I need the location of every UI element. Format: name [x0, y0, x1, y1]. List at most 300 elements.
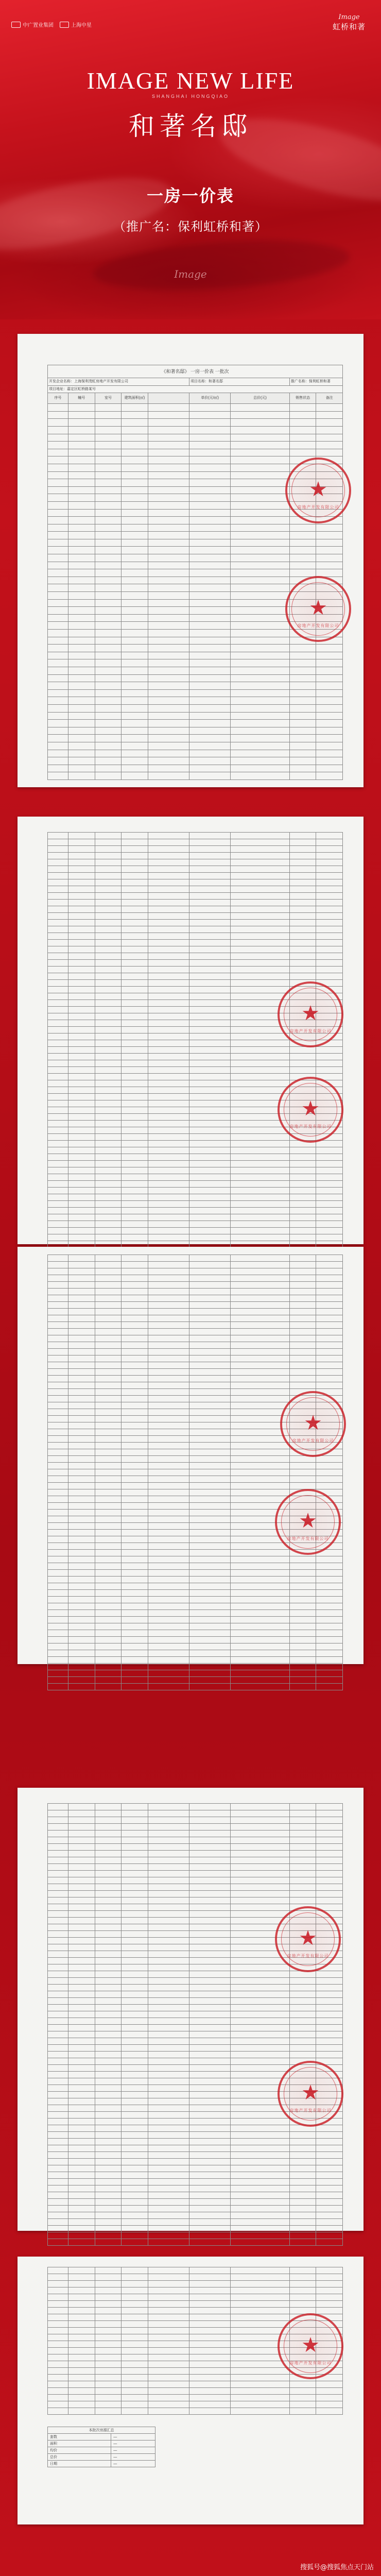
table-cell [148, 900, 189, 906]
table-cell [289, 2199, 316, 2206]
table-cell [316, 1563, 343, 1570]
table-cell [148, 2018, 189, 2025]
table-cell [189, 1476, 231, 1483]
table-cell [231, 1134, 290, 1141]
table-cell [95, 584, 122, 592]
table-cell [48, 772, 68, 780]
table-row [48, 704, 343, 712]
table-cell [48, 873, 68, 879]
table-cell [68, 1429, 95, 1436]
table-cell [48, 471, 68, 479]
table-cell [122, 2354, 148, 2361]
table-cell [289, 2301, 316, 2308]
table-row [48, 1349, 343, 1355]
table-cell [231, 727, 290, 735]
table-row [48, 2045, 343, 2052]
table-cell [48, 1831, 68, 1837]
table-cell [68, 2145, 95, 2152]
table-row [48, 1060, 343, 1067]
table-cell [189, 960, 231, 967]
table-cell [316, 2199, 343, 2206]
table-cell [95, 1603, 122, 1610]
table-cell [189, 926, 231, 933]
table-cell [189, 833, 231, 839]
table-cell [122, 1931, 148, 1938]
table-cell [148, 2381, 189, 2388]
table-cell [122, 2274, 148, 2281]
table-cell [148, 1161, 189, 1167]
table-cell [189, 1510, 231, 1516]
table-cell [48, 920, 68, 926]
table-cell [316, 2185, 343, 2192]
table-cell [189, 2132, 231, 2139]
table-cell [48, 1067, 68, 1074]
table-cell [231, 1643, 290, 1650]
table-row [48, 973, 343, 980]
table-cell [316, 2052, 343, 2058]
table-cell [289, 1060, 316, 1067]
table-cell [189, 1597, 231, 1603]
table-cell [231, 765, 290, 772]
table-cell [231, 1630, 290, 1637]
table-cell [68, 1469, 95, 1476]
table-cell [95, 1147, 122, 1154]
table-cell [148, 2388, 189, 2395]
table-cell [68, 1837, 95, 1844]
table-cell [316, 547, 343, 554]
table-cell [289, 404, 316, 412]
table-row [48, 2132, 343, 2139]
table-cell [68, 1262, 95, 1268]
table-cell [95, 2085, 122, 2092]
table-cell [48, 517, 68, 524]
table-cell [148, 1991, 189, 1998]
table-cell [95, 1597, 122, 1603]
table-cell [148, 1429, 189, 1436]
table-row [48, 1610, 343, 1617]
col-remark: 备注 [316, 393, 343, 404]
table-row [48, 866, 343, 873]
table-cell [231, 419, 290, 427]
table-cell [189, 1141, 231, 1147]
table-cell [189, 2287, 231, 2294]
table-cell [148, 1389, 189, 1396]
table-cell [48, 940, 68, 946]
table-cell [316, 434, 343, 442]
table-cell [189, 893, 231, 900]
table-cell [95, 1891, 122, 1897]
table-cell [48, 1603, 68, 1610]
table-cell [122, 2145, 148, 2152]
table-cell [316, 2239, 343, 2246]
table-cell [95, 479, 122, 487]
table-cell [189, 2185, 231, 2192]
table-cell [95, 1489, 122, 1496]
table-cell [189, 1971, 231, 1978]
table-cell [48, 2025, 68, 2031]
table-cell [148, 2045, 189, 2052]
table-cell [231, 886, 290, 893]
table-cell [68, 2112, 95, 2119]
table-cell [122, 1282, 148, 1289]
table-cell [68, 2072, 95, 2078]
table-cell [95, 1449, 122, 1456]
table-cell [68, 2192, 95, 2199]
table-cell [231, 2031, 290, 2038]
table-cell [48, 1449, 68, 1456]
table-cell [95, 1496, 122, 1503]
table-cell [122, 1134, 148, 1141]
table-cell [148, 2375, 189, 2381]
table-cell [48, 2011, 68, 2018]
table-cell [68, 1161, 95, 1167]
table-cell [189, 1556, 231, 1563]
table-cell [122, 2172, 148, 2179]
table-cell [95, 539, 122, 547]
table-cell [289, 1469, 316, 1476]
table-cell [48, 900, 68, 906]
table-cell [189, 2031, 231, 2038]
table-cell [68, 2098, 95, 2105]
table-cell [122, 1523, 148, 1530]
table-cell [48, 1924, 68, 1931]
table-cell [289, 419, 316, 427]
table-cell [48, 2281, 68, 2287]
table-cell [231, 1295, 290, 1302]
table-cell [316, 2152, 343, 2159]
table-cell [289, 1637, 316, 1643]
table-cell [95, 2328, 122, 2334]
table-cell [148, 1590, 189, 1597]
table-cell [95, 2052, 122, 2058]
table-cell [48, 645, 68, 652]
table-cell [148, 1449, 189, 1456]
table-cell [148, 1416, 189, 1422]
table-cell [289, 532, 316, 539]
table-cell [68, 727, 95, 735]
table-cell [148, 1067, 189, 1074]
table-cell [95, 404, 122, 412]
table-cell [189, 539, 231, 547]
table-cell [148, 1007, 189, 1013]
table-cell [95, 2232, 122, 2239]
table-cell [189, 2038, 231, 2045]
table-cell [48, 1610, 68, 1617]
table-cell [189, 1938, 231, 1944]
table-cell [289, 2031, 316, 2038]
table-cell [289, 2212, 316, 2219]
table-cell [122, 1577, 148, 1583]
table-cell [122, 1944, 148, 1951]
table-cell [48, 630, 68, 637]
table-cell [189, 1007, 231, 1013]
table-cell [316, 1884, 343, 1891]
table-cell [231, 2038, 290, 2045]
table-cell [68, 1443, 95, 1449]
table-cell [122, 2038, 148, 2045]
table-cell [148, 539, 189, 547]
table-cell [122, 1409, 148, 1416]
table-cell [68, 893, 95, 900]
table-cell [68, 1503, 95, 1510]
table-cell [48, 750, 68, 757]
table-row [48, 554, 343, 562]
table-cell [189, 967, 231, 973]
table-cell [316, 2381, 343, 2388]
table-cell [189, 1804, 231, 1810]
table-cell [231, 2005, 290, 2011]
table-cell [189, 1194, 231, 1201]
table-cell [68, 1924, 95, 1931]
table-cell [289, 426, 316, 434]
table-cell [48, 532, 68, 539]
table-cell [316, 1630, 343, 1637]
table-cell [289, 1201, 316, 1208]
table-cell [68, 1100, 95, 1107]
table-cell [231, 2219, 290, 2226]
table-cell [122, 2232, 148, 2239]
table-cell [48, 987, 68, 993]
table-cell [48, 637, 68, 645]
table-cell [189, 2179, 231, 2185]
table-cell [289, 689, 316, 697]
table-cell [189, 973, 231, 980]
table-cell [122, 689, 148, 697]
table-cell [68, 689, 95, 697]
table-cell [95, 1503, 122, 1510]
table-cell [189, 562, 231, 569]
table-cell [316, 920, 343, 926]
table-cell [231, 940, 290, 946]
table-cell [95, 1141, 122, 1147]
table-cell [316, 839, 343, 846]
table-cell [95, 1422, 122, 1429]
table-cell [189, 674, 231, 682]
table-cell [231, 2267, 290, 2274]
table-cell [231, 554, 290, 562]
table-cell [68, 1255, 95, 1262]
table-cell [189, 1376, 231, 1382]
table-cell [231, 2395, 290, 2401]
table-cell [48, 1884, 68, 1891]
table-cell [231, 637, 290, 645]
table-cell [231, 2139, 290, 2145]
table-row [48, 1194, 343, 1201]
table-row [48, 1891, 343, 1897]
table-cell [48, 1355, 68, 1362]
table-cell [68, 1167, 95, 1174]
table-cell [189, 1422, 231, 1429]
table-cell [95, 411, 122, 419]
source-watermark: 搜狐号@搜狐焦点天门站 [300, 2564, 374, 2571]
table-cell [289, 913, 316, 920]
table-cell [289, 1382, 316, 1389]
table-row [48, 1369, 343, 1376]
table-cell [148, 2112, 189, 2119]
table-cell [289, 839, 316, 846]
table-cell [95, 1650, 122, 1657]
table-cell [48, 2052, 68, 2058]
table-cell [122, 859, 148, 866]
table-cell [95, 1255, 122, 1262]
table-cell [231, 1409, 290, 1416]
table-cell [95, 2368, 122, 2375]
table-cell [68, 2045, 95, 2052]
table-cell [68, 1174, 95, 1181]
col-total-price: 总价(元) [231, 393, 290, 404]
table-cell [148, 853, 189, 859]
table-cell [148, 1904, 189, 1911]
table-cell [148, 1074, 189, 1080]
table-cell [289, 2011, 316, 2018]
table-row [48, 906, 343, 913]
table-cell [95, 1362, 122, 1369]
table-cell [122, 2267, 148, 2274]
table-cell [122, 1918, 148, 1924]
table-cell [95, 1335, 122, 1342]
table-cell [189, 853, 231, 859]
table-cell [231, 1214, 290, 1221]
table-cell [148, 967, 189, 973]
table-cell [95, 1127, 122, 1134]
table-cell [148, 1436, 189, 1443]
table-cell [68, 2005, 95, 2011]
table-cell [48, 1911, 68, 1918]
table-row [48, 1684, 343, 1690]
table-cell [231, 1275, 290, 1282]
table-cell [95, 2301, 122, 2308]
table-cell [122, 1670, 148, 1677]
table-cell [231, 1577, 290, 1583]
table-cell [189, 637, 231, 645]
table-cell [95, 1074, 122, 1080]
table-cell [122, 532, 148, 539]
table-row [48, 1590, 343, 1597]
table-row [48, 953, 343, 960]
table-cell [95, 1911, 122, 1918]
table-cell [148, 645, 189, 652]
table-cell [122, 2388, 148, 2395]
table-cell [148, 2052, 189, 2058]
table-cell [289, 926, 316, 933]
table-cell [148, 494, 189, 502]
table-cell [48, 2031, 68, 2038]
table-cell [95, 1570, 122, 1577]
table-cell [68, 1536, 95, 1543]
table-cell [189, 1603, 231, 1610]
table-cell [48, 2005, 68, 2011]
table-cell [316, 1817, 343, 1824]
table-cell [231, 1342, 290, 1349]
table-row [48, 926, 343, 933]
table-cell [316, 1476, 343, 1483]
table-cell [48, 1309, 68, 1315]
table-cell [316, 2395, 343, 2401]
table-cell [316, 554, 343, 562]
table-cell [48, 2078, 68, 2085]
table-row [48, 2179, 343, 2185]
table-cell [289, 1275, 316, 1282]
english-title: IMAGE NEW LIFE [86, 67, 295, 94]
table-cell [122, 2098, 148, 2105]
table-cell [95, 1416, 122, 1422]
table-cell [122, 1389, 148, 1396]
table-cell [95, 1040, 122, 1047]
hero-banner [0, 0, 381, 319]
table-cell [122, 960, 148, 967]
table-row [48, 1221, 343, 1228]
table-cell [48, 2212, 68, 2219]
table-cell [189, 1563, 231, 1570]
table-cell [231, 2045, 290, 2052]
table-row [48, 1857, 343, 1864]
table-cell [316, 682, 343, 690]
table-cell [68, 1289, 95, 1295]
table-cell [289, 906, 316, 913]
table-row [48, 442, 343, 449]
table-cell [48, 967, 68, 973]
table-cell [122, 1516, 148, 1523]
table-cell [148, 1664, 189, 1670]
table-cell [189, 1355, 231, 1362]
table-cell [48, 1322, 68, 1329]
table-cell [122, 853, 148, 859]
table-cell [148, 2038, 189, 2045]
table-cell [95, 2038, 122, 2045]
table-cell [48, 1590, 68, 1597]
table-cell [122, 1054, 148, 1060]
table-cell [189, 1958, 231, 1964]
table-cell [95, 1536, 122, 1543]
table-cell [48, 1228, 68, 1234]
table-cell [68, 2361, 95, 2368]
table-cell [48, 735, 68, 742]
table-cell [289, 1617, 316, 1623]
table-cell [148, 1951, 189, 1958]
table-cell [231, 1851, 290, 1857]
table-cell [189, 1054, 231, 1060]
table-row [48, 1603, 343, 1610]
table-cell [48, 1134, 68, 1141]
table-cell [122, 2011, 148, 2018]
table-cell [48, 742, 68, 750]
table-cell [68, 1449, 95, 1456]
table-cell [189, 1991, 231, 1998]
table-cell [231, 1978, 290, 1985]
table-cell [189, 1282, 231, 1289]
table-cell [231, 839, 290, 846]
table-cell [289, 1563, 316, 1570]
table-cell [289, 2395, 316, 2401]
table-cell [231, 486, 290, 494]
table-cell [68, 1422, 95, 1429]
table-cell [289, 1991, 316, 1998]
table-cell [95, 1020, 122, 1027]
table-cell [289, 1897, 316, 1904]
table-cell [316, 1275, 343, 1282]
table-cell [289, 1583, 316, 1590]
table-cell [189, 479, 231, 487]
table-row [48, 960, 343, 967]
table-cell [316, 674, 343, 682]
table-cell [231, 846, 290, 853]
table-cell [148, 1670, 189, 1677]
table-cell [289, 652, 316, 659]
table-row [48, 1851, 343, 1857]
table-cell [189, 486, 231, 494]
table-cell [189, 1208, 231, 1214]
table-cell [231, 652, 290, 659]
